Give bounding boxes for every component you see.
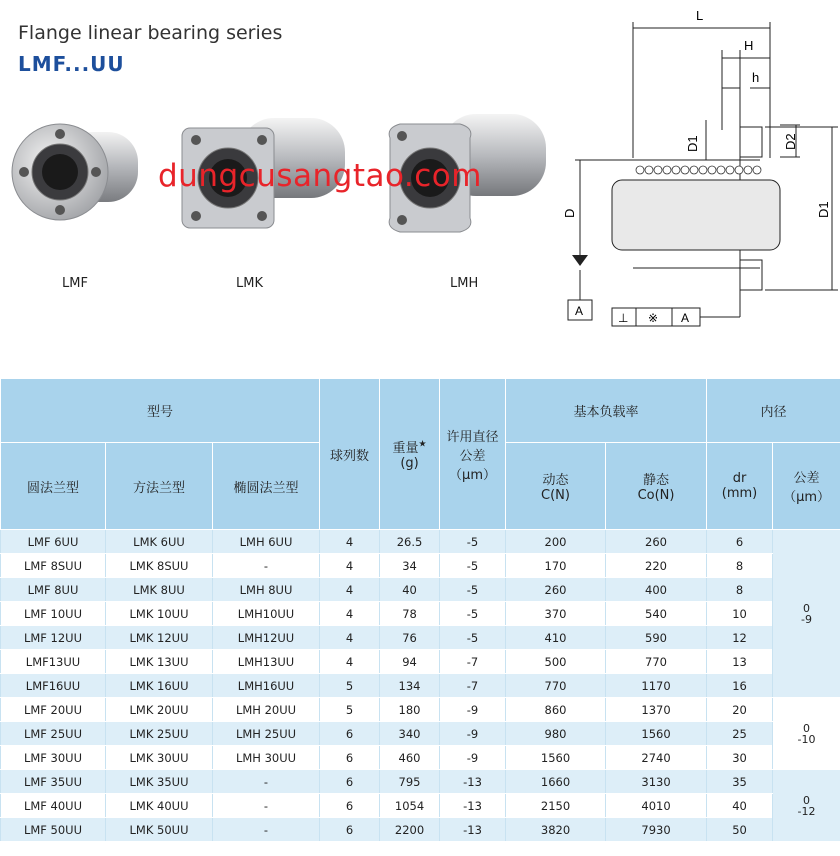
cell-weight: 34	[380, 554, 440, 578]
cell-bore-dr: 16	[707, 674, 773, 698]
cell-ecc-tolerance: -13	[440, 794, 506, 818]
header-ball-rows: 球列数	[320, 379, 380, 530]
cell-dynamic-load: 1660	[506, 770, 606, 794]
cell-static-load: 1170	[606, 674, 707, 698]
table-row	[1, 818, 840, 842]
dim-h: h	[752, 70, 760, 85]
cell-ecc-tolerance: -7	[440, 650, 506, 674]
tolerance-mark: ※	[648, 311, 659, 325]
cell-square-model: LMK 25UU	[106, 722, 213, 746]
cell-round-model: LMF 25UU	[1, 722, 106, 746]
cell-bore-tolerance: 0 -12	[773, 770, 840, 842]
table-row	[1, 650, 840, 674]
lmf-bearing-image	[8, 110, 148, 250]
cell-oval-model: -	[213, 818, 320, 842]
cell-dynamic-load: 770	[506, 674, 606, 698]
cell-round-model: LMF 35UU	[1, 770, 106, 794]
spec-table	[0, 378, 840, 842]
header-load: 基本负载率	[506, 379, 707, 443]
cell-weight: 340	[380, 722, 440, 746]
cell-bore-dr: 8	[707, 578, 773, 602]
cell-round-model: LMF 6UU	[1, 530, 106, 554]
cell-weight: 94	[380, 650, 440, 674]
cell-round-model: LMF 10UU	[1, 602, 106, 626]
cell-static-load: 770	[606, 650, 707, 674]
cell-bore-dr: 25	[707, 722, 773, 746]
cell-weight: 134	[380, 674, 440, 698]
cell-oval-model: LMH 25UU	[213, 722, 320, 746]
cell-dynamic-load: 170	[506, 554, 606, 578]
cell-ball-rows: 4	[320, 602, 380, 626]
header-dr: dr (mm)	[707, 443, 773, 530]
cell-ecc-tolerance: -13	[440, 770, 506, 794]
cell-round-model: LMF 8UU	[1, 578, 106, 602]
cell-static-load: 3130	[606, 770, 707, 794]
table-row	[1, 578, 840, 602]
cell-round-model: LMF 40UU	[1, 794, 106, 818]
cell-square-model: LMK 30UU	[106, 746, 213, 770]
cell-bore-tolerance: 0 -9	[773, 530, 840, 698]
cell-oval-model: LMH 20UU	[213, 698, 320, 722]
table-row	[1, 674, 840, 698]
table-row	[1, 530, 840, 554]
table-row	[1, 722, 840, 746]
cell-oval-model: LMH 6UU	[213, 530, 320, 554]
table-row	[1, 770, 840, 794]
cell-ecc-tolerance: -5	[440, 530, 506, 554]
cell-weight: 76	[380, 626, 440, 650]
table-row	[1, 794, 840, 818]
dim-D: D	[562, 208, 577, 218]
cell-static-load: 220	[606, 554, 707, 578]
cell-oval-model: LMH 8UU	[213, 578, 320, 602]
cell-dynamic-load: 260	[506, 578, 606, 602]
cell-square-model: LMK 50UU	[106, 818, 213, 842]
dim-D1-right: D1	[816, 201, 831, 218]
header-eccentricity: 许用直径公差（μm）	[440, 379, 506, 530]
cell-ecc-tolerance: -13	[440, 818, 506, 842]
cell-weight: 40	[380, 578, 440, 602]
page-title: Flange linear bearing series	[18, 22, 283, 44]
cell-bore-dr: 35	[707, 770, 773, 794]
watermark-text: dungcusangtao.com	[158, 158, 482, 194]
product-label-lmf: LMF	[62, 276, 88, 291]
datum-label: A	[575, 304, 584, 318]
table-row	[1, 626, 840, 650]
cell-bore-dr: 40	[707, 794, 773, 818]
cell-dynamic-load: 980	[506, 722, 606, 746]
cell-dynamic-load: 370	[506, 602, 606, 626]
cell-static-load: 590	[606, 626, 707, 650]
frame-datum-label: A	[681, 311, 690, 325]
cell-bore-tolerance: 0 -10	[773, 698, 840, 770]
header-oval-flange: 椭圆法兰型	[213, 443, 320, 530]
cell-square-model: LMK 16UU	[106, 674, 213, 698]
cell-weight: 460	[380, 746, 440, 770]
dim-L: L	[696, 8, 704, 23]
cell-static-load: 1560	[606, 722, 707, 746]
dimension-drawing	[555, 0, 840, 345]
header-square-flange: 方法兰型	[106, 443, 213, 530]
cell-bore-dr: 30	[707, 746, 773, 770]
cell-square-model: LMK 13UU	[106, 650, 213, 674]
cell-dynamic-load: 2150	[506, 794, 606, 818]
cell-ecc-tolerance: -5	[440, 554, 506, 578]
cell-round-model: LMF 20UU	[1, 698, 106, 722]
cell-oval-model: LMH12UU	[213, 626, 320, 650]
cell-bore-dr: 13	[707, 650, 773, 674]
cell-square-model: LMK 8SUU	[106, 554, 213, 578]
cell-static-load: 7930	[606, 818, 707, 842]
header-bore: 内径	[707, 379, 840, 443]
cell-oval-model: -	[213, 554, 320, 578]
cell-oval-model: LMH16UU	[213, 674, 320, 698]
cell-ball-rows: 6	[320, 746, 380, 770]
cell-ball-rows: 6	[320, 770, 380, 794]
cell-square-model: LMK 6UU	[106, 530, 213, 554]
cell-static-load: 400	[606, 578, 707, 602]
perpendicularity-symbol: ⊥	[618, 311, 629, 325]
cell-dynamic-load: 3820	[506, 818, 606, 842]
cell-ball-rows: 5	[320, 698, 380, 722]
cell-static-load: 1370	[606, 698, 707, 722]
product-label-lmk: LMK	[236, 276, 263, 291]
header-model: 型号	[1, 379, 320, 443]
cell-ball-rows: 4	[320, 530, 380, 554]
cell-round-model: LMF13UU	[1, 650, 106, 674]
cell-oval-model: LMH10UU	[213, 602, 320, 626]
cell-oval-model: LMH 30UU	[213, 746, 320, 770]
cell-ecc-tolerance: -9	[440, 722, 506, 746]
cell-square-model: LMK 40UU	[106, 794, 213, 818]
dim-D2: D2	[783, 133, 798, 150]
cell-ball-rows: 4	[320, 578, 380, 602]
cell-ball-rows: 6	[320, 722, 380, 746]
cell-ball-rows: 4	[320, 650, 380, 674]
cell-round-model: LMF 30UU	[1, 746, 106, 770]
cell-bore-dr: 50	[707, 818, 773, 842]
cell-round-model: LMF 8SUU	[1, 554, 106, 578]
series-code: LMF...UU	[18, 52, 125, 76]
cell-round-model: LMF 50UU	[1, 818, 106, 842]
cell-round-model: LMF 12UU	[1, 626, 106, 650]
dim-H: H	[744, 38, 754, 53]
cell-bore-dr: 20	[707, 698, 773, 722]
cell-ecc-tolerance: -9	[440, 746, 506, 770]
table-row	[1, 602, 840, 626]
cell-weight: 1054	[380, 794, 440, 818]
cell-static-load: 2740	[606, 746, 707, 770]
cell-ball-rows: 5	[320, 674, 380, 698]
cell-ecc-tolerance: -5	[440, 578, 506, 602]
cell-dynamic-load: 860	[506, 698, 606, 722]
cell-square-model: LMK 12UU	[106, 626, 213, 650]
cell-static-load: 260	[606, 530, 707, 554]
cell-bore-dr: 10	[707, 602, 773, 626]
cell-ball-rows: 6	[320, 818, 380, 842]
cell-square-model: LMK 8UU	[106, 578, 213, 602]
cell-square-model: LMK 35UU	[106, 770, 213, 794]
table-row	[1, 554, 840, 578]
table-row	[1, 746, 840, 770]
header-static: 静态 Co(N)	[606, 443, 707, 530]
header-dynamic: 动态 C(N)	[506, 443, 606, 530]
cell-weight: 78	[380, 602, 440, 626]
cell-oval-model: -	[213, 794, 320, 818]
cell-oval-model: -	[213, 770, 320, 794]
cell-square-model: LMK 20UU	[106, 698, 213, 722]
header-round-flange: 圆法兰型	[1, 443, 106, 530]
cell-static-load: 540	[606, 602, 707, 626]
cell-ecc-tolerance: -5	[440, 602, 506, 626]
cell-ecc-tolerance: -9	[440, 698, 506, 722]
table-row	[1, 698, 840, 722]
cell-round-model: LMF16UU	[1, 674, 106, 698]
header-weight: 重量★ (g)	[380, 379, 440, 530]
header-tolerance: 公差 （μm）	[773, 443, 840, 530]
cell-static-load: 4010	[606, 794, 707, 818]
cell-dynamic-load: 200	[506, 530, 606, 554]
cell-oval-model: LMH13UU	[213, 650, 320, 674]
cell-weight: 2200	[380, 818, 440, 842]
cell-bore-dr: 12	[707, 626, 773, 650]
cell-dynamic-load: 1560	[506, 746, 606, 770]
cell-ecc-tolerance: -7	[440, 674, 506, 698]
cell-weight: 180	[380, 698, 440, 722]
cell-square-model: LMK 10UU	[106, 602, 213, 626]
cell-dynamic-load: 500	[506, 650, 606, 674]
dim-D1-left: D1	[685, 135, 700, 152]
cell-weight: 795	[380, 770, 440, 794]
cell-ball-rows: 4	[320, 554, 380, 578]
cell-bore-dr: 8	[707, 554, 773, 578]
cell-bore-dr: 6	[707, 530, 773, 554]
cell-dynamic-load: 410	[506, 626, 606, 650]
cell-ball-rows: 4	[320, 626, 380, 650]
cell-weight: 26.5	[380, 530, 440, 554]
cell-ecc-tolerance: -5	[440, 626, 506, 650]
cell-ball-rows: 6	[320, 794, 380, 818]
product-label-lmh: LMH	[450, 276, 479, 291]
